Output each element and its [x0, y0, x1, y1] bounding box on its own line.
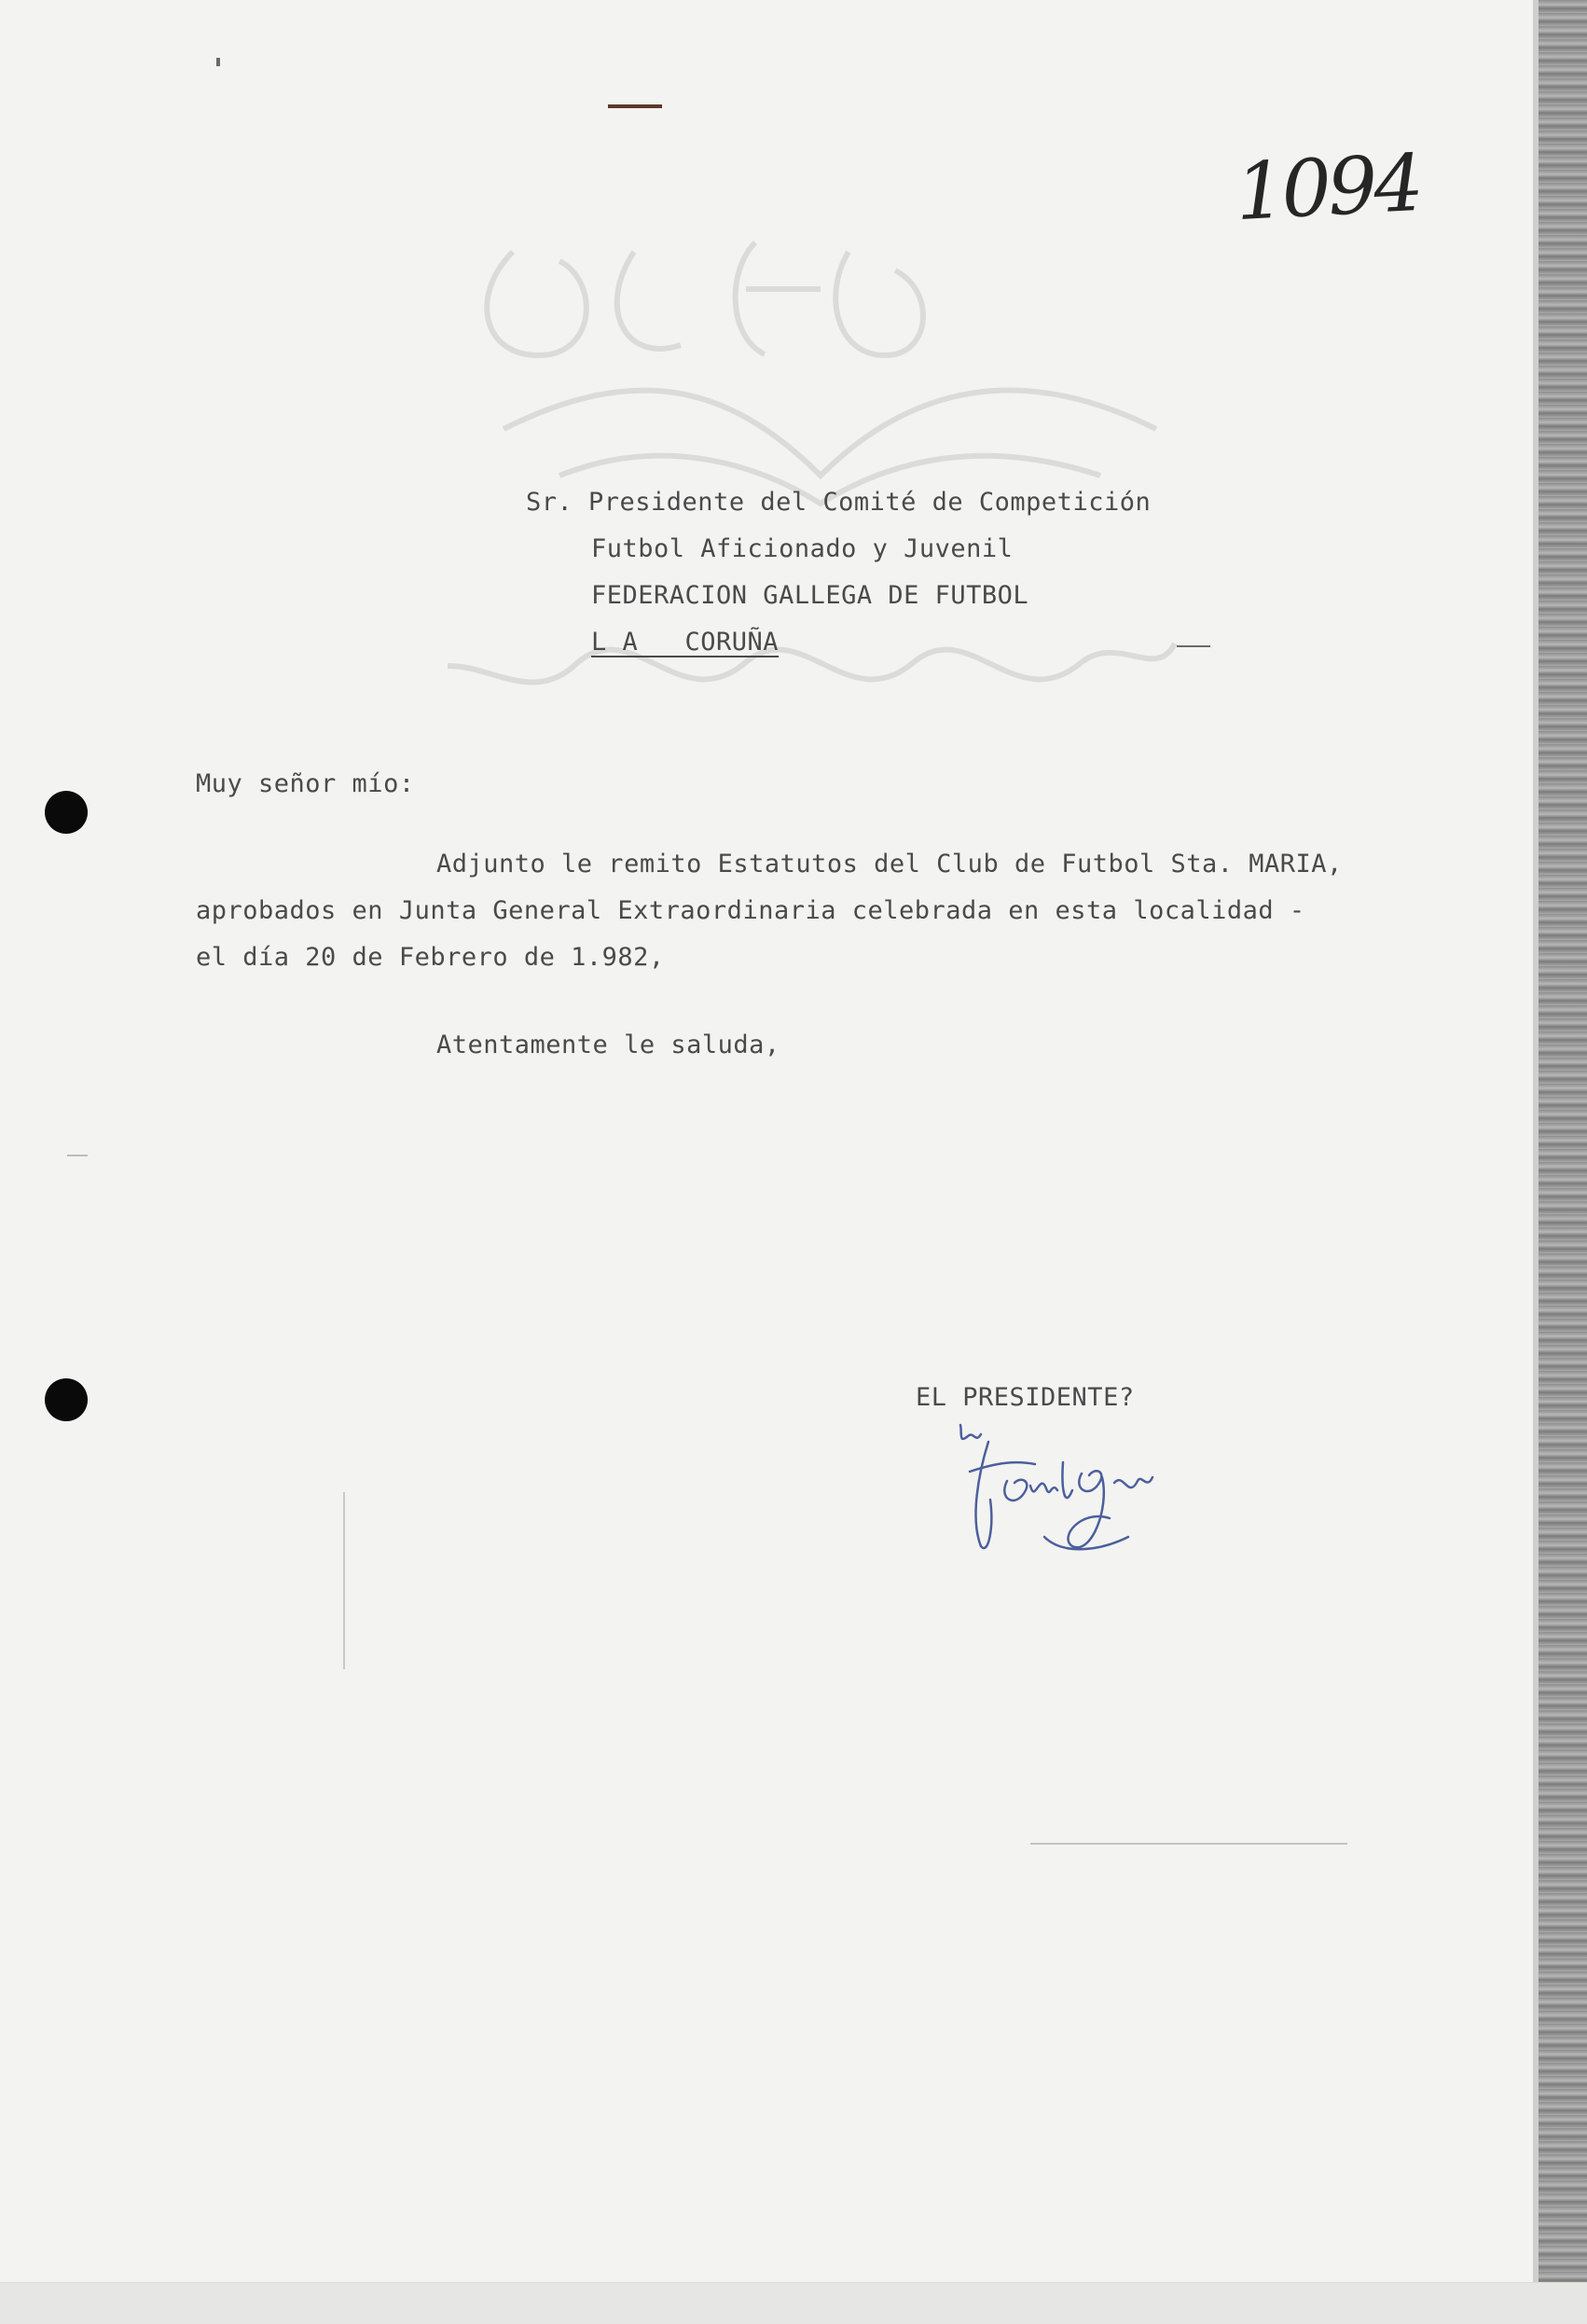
punch-hole-top: [45, 791, 88, 834]
scan-speck: [67, 1155, 88, 1156]
recipient-city-line: L A CORUÑA: [591, 628, 780, 657]
body-line-3: el día 20 de Febrero de 1.982,: [196, 943, 665, 972]
closing-line: Atentamente le saluda,: [436, 1031, 780, 1059]
scan-speck: [608, 104, 662, 108]
scan-speck: [1030, 1843, 1347, 1845]
recipient-line-1: Sr. Presidente del Comité de Competición: [526, 488, 1152, 517]
body-line-2: aprobados en Junta General Extraordinaria celebrada en esta localidad -: [196, 896, 1305, 925]
recipient-line-2: Futbol Aficionado y Juvenil: [591, 534, 1014, 563]
scan-speck: [343, 1492, 345, 1669]
recipient-line-3: FEDERACION GALLEGA DE FUTBOL: [591, 581, 1029, 610]
signer-title: EL PRESIDENTE?: [916, 1383, 1135, 1412]
scan-speck: [216, 58, 220, 66]
scan-bottom-edge: [0, 2282, 1587, 2324]
handwritten-signature: [942, 1416, 1184, 1565]
handwritten-folio-number: 1094: [1233, 136, 1423, 239]
salutation: Muy señor mío:: [196, 769, 415, 798]
body-line-1: Adjunto le remito Estatutos del Club de Futbol Sta. MARIA,: [436, 850, 1343, 878]
scan-right-edge: [1539, 0, 1587, 2324]
punch-hole-bottom: [45, 1378, 88, 1421]
scan-right-edge-shadow: [1533, 0, 1539, 2324]
